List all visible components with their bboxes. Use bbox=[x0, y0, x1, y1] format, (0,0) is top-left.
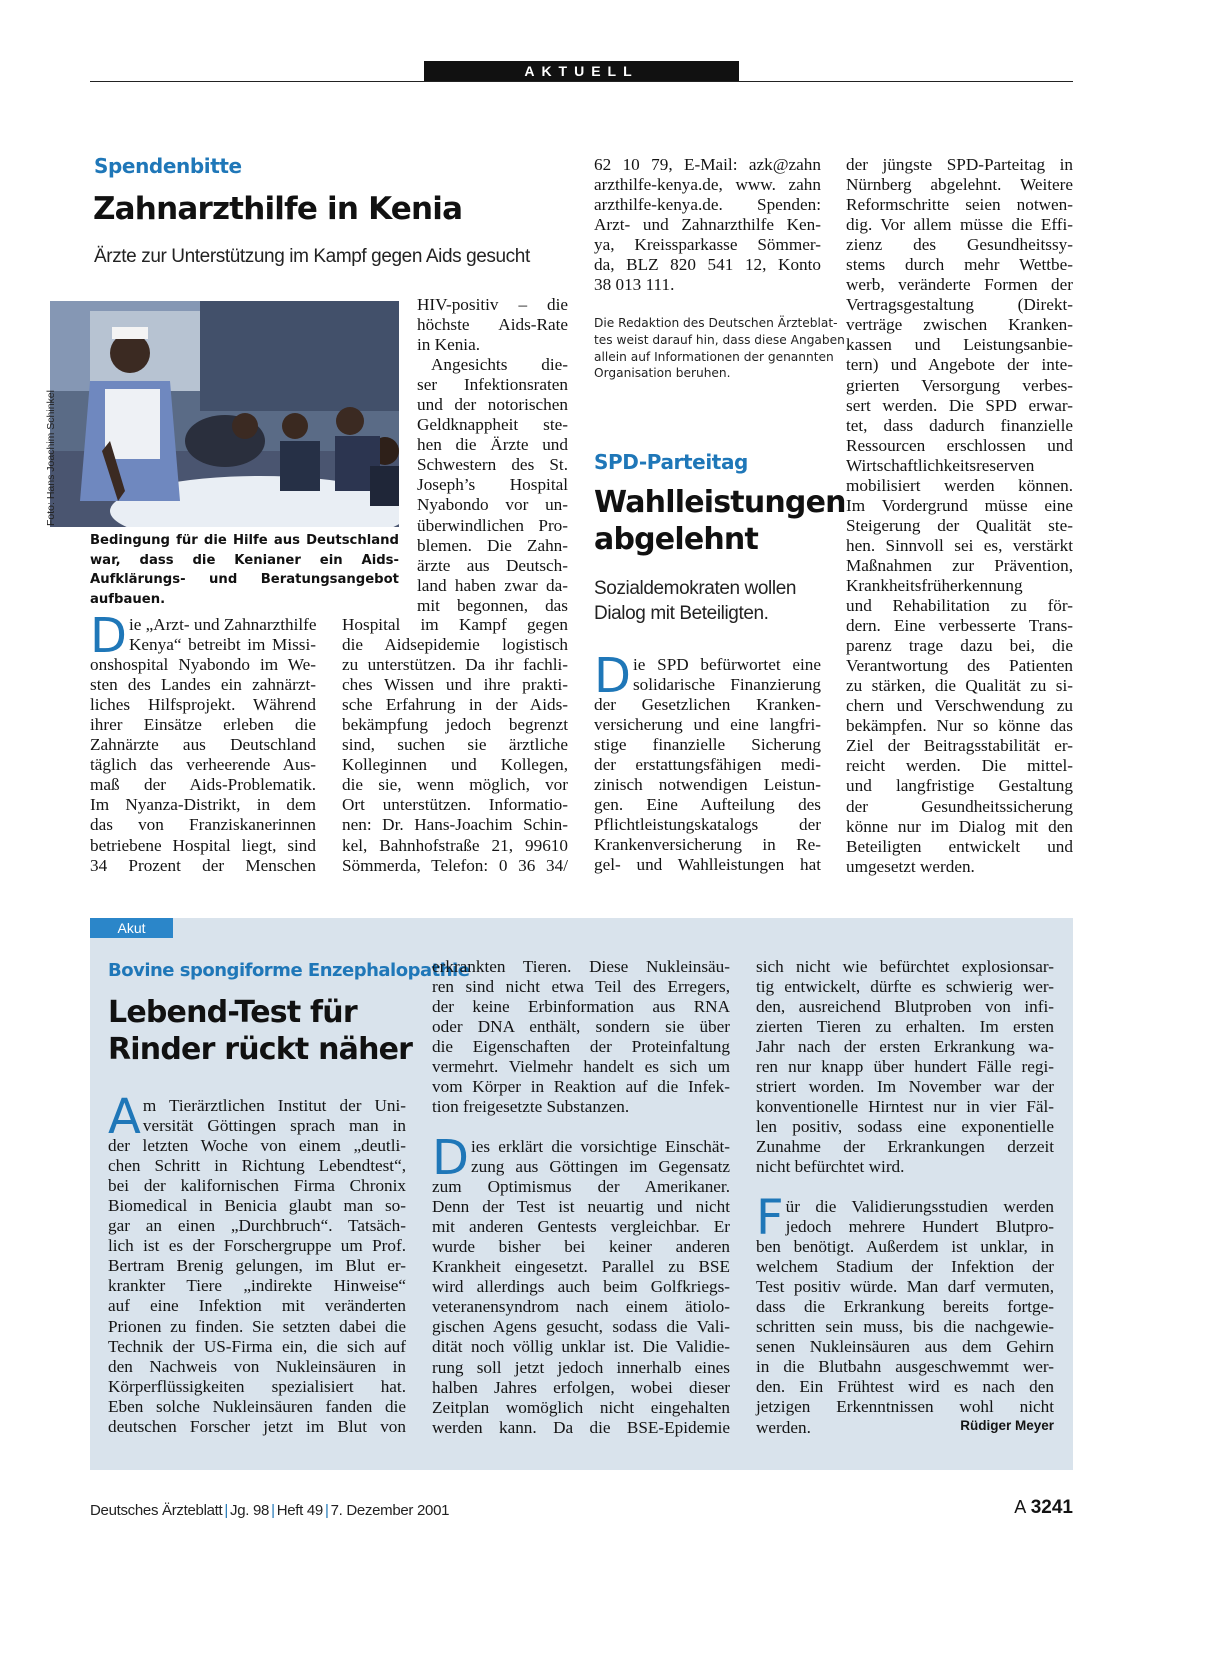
text-line: wurde bisher bei keiner anderen bbox=[432, 1237, 730, 1257]
text-line: Nürnberg abgelehnt. Weitere bbox=[846, 175, 1073, 195]
text-line: lich ist es der Forschergruppe um Prof. bbox=[108, 1236, 406, 1256]
text-line: dern. Eine verbesserte Trans- bbox=[846, 616, 1073, 636]
text-line: Ort unterstützen. Informatio- bbox=[342, 795, 568, 815]
text-line: dität noch völlig unklar ist. Die Validie- bbox=[432, 1337, 730, 1357]
text-line: Jahr nach der ersten Erkrankung wa- bbox=[756, 1037, 1054, 1057]
title-line: Wahlleistungen bbox=[594, 485, 846, 520]
text-line: maß der Aids-Problematik. bbox=[90, 775, 316, 795]
text-line: Denn der Test ist neuartig und nicht bbox=[432, 1197, 730, 1217]
text-line: Prionen zu finden. Sie setzten dabei die bbox=[108, 1316, 406, 1336]
text-line: kassen und Leistungsanbie- bbox=[846, 335, 1073, 355]
text-line: sind, suchen sie ärztliche bbox=[342, 735, 568, 755]
text-line: Reformschritte seien notwen- bbox=[846, 195, 1073, 215]
text-line: zu unterstützen. Da ihr fachli- bbox=[342, 655, 568, 675]
text-line: werden. bbox=[756, 1417, 811, 1437]
text-line: hen. Sinnvoll sei es, verstärkt bbox=[846, 535, 1073, 555]
drop-cap: D bbox=[90, 608, 127, 664]
drop-cap: A bbox=[108, 1089, 141, 1145]
text-line: verträge zwischen Kranken- bbox=[846, 315, 1073, 335]
text-line: ben benötigt. Außerdem ist unklar, in bbox=[756, 1237, 1054, 1257]
text-line: die Eigenschaften der Proteinfaltung bbox=[432, 1037, 730, 1057]
text-line: Zahnärzte aus Deutschland bbox=[90, 735, 316, 755]
text-line: mit anderen Gentests vergleichbar. Er bbox=[432, 1217, 730, 1237]
text-line: grierten Versorgung verbes- bbox=[846, 375, 1073, 395]
text-line: Krankheitsfrüherkennung bbox=[846, 575, 1023, 595]
text-line: ihrer Einsätze erleben die bbox=[90, 715, 316, 735]
text-line: parenz trage dazu bei, die bbox=[846, 636, 1073, 656]
text-line: konventionelle Hirntest nur in vier Fäl- bbox=[756, 1097, 1054, 1117]
box-col3-bottom bbox=[756, 1190, 1054, 1438]
text-line: ches Wissen und ihre prakti- bbox=[342, 675, 568, 695]
page-number bbox=[990, 1497, 1073, 1519]
text-line: Joseph’s Hospital bbox=[417, 475, 568, 495]
note-line: Organisation beruhen. bbox=[594, 366, 731, 381]
text-line: bekämpfen. Nur so könne das bbox=[846, 716, 1073, 736]
text-line: veteranensyndrom nach einem ätiolo- bbox=[432, 1297, 730, 1317]
text-line: zierten Tieren zu erhalten. Im ersten bbox=[756, 1017, 1054, 1037]
text-line: liches Hilfsprojekt. Während bbox=[90, 695, 316, 715]
text-line: Geldknappheit ste- bbox=[417, 415, 568, 435]
text-line: krankter Tiere „indirekte Hinweise“ bbox=[108, 1276, 406, 1296]
text-line: kel, Bahnhofstraße 21, 99610 bbox=[342, 835, 568, 855]
text-line: blemen. Die Zahn- bbox=[417, 535, 568, 555]
text-line: bekämpfung jedoch begrenzt bbox=[342, 715, 568, 735]
article2-subtitle bbox=[594, 576, 796, 626]
article1-col2-bottom bbox=[342, 615, 568, 876]
text-line: zu stärken, die Qualität zu si- bbox=[846, 676, 1073, 696]
akut-tag-label: Akut bbox=[117, 920, 146, 936]
title-line: Lebend-Test für bbox=[108, 995, 357, 1030]
text-line: der jüngste SPD-Parteitag in bbox=[846, 155, 1073, 174]
text-line: oder DNA enthält, sondern sie über bbox=[432, 1017, 730, 1037]
text-line: dig. Vor allem müsse die Effi- bbox=[846, 215, 1073, 235]
text-line: der Gesetzlichen Kranken- bbox=[594, 695, 821, 715]
text-line: und der notorischen bbox=[417, 395, 568, 415]
box-kicker: Bovine spongiforme Enzephalopathie bbox=[108, 960, 470, 981]
article1-kicker: Spendenbitte bbox=[94, 154, 242, 178]
text-line: und Rehabilitation zu för- bbox=[846, 596, 1073, 616]
title-line: Rinder rückt näher bbox=[108, 1032, 413, 1067]
text-line: rung soll jetzt jedoch innerhalb eines bbox=[432, 1357, 730, 1377]
text-line: sche Erfahrung in der Aids- bbox=[342, 695, 568, 715]
footer-separator: | bbox=[271, 1502, 275, 1519]
editorial-note bbox=[594, 315, 845, 382]
text-line: Körperflüssigkeiten spezialisiert hat. bbox=[108, 1376, 406, 1396]
text-line: ren nur knapp über hundert Fälle regi- bbox=[756, 1057, 1054, 1077]
text-line: da, BLZ 820 541 12, Konto bbox=[594, 255, 821, 275]
box-title bbox=[108, 994, 412, 1068]
text-line: welchem Stadium der Infektion der bbox=[756, 1257, 1054, 1277]
photo-credit: Foto: Hans Joachim Schinkel bbox=[45, 390, 57, 526]
section-label: AKTUELL bbox=[524, 63, 639, 79]
text-line: der erstattungsfähigen medi- bbox=[594, 755, 821, 775]
text-line: zienz des Gesundheitssy- bbox=[846, 235, 1073, 255]
text-line: der letzten Woche von einem „deutli- bbox=[108, 1136, 406, 1156]
text-line: wird allerdings auch beim Golfkriegs- bbox=[432, 1277, 730, 1297]
text-line: mit begonnen, das bbox=[417, 595, 568, 615]
header-rule bbox=[90, 81, 1073, 82]
text-line: in die Blutbahn ausgeschwemmt wer- bbox=[756, 1357, 1054, 1377]
footer-issue: Heft 49 bbox=[276, 1502, 323, 1519]
text-line: 62 10 79, E-Mail: azk@zahn bbox=[594, 155, 821, 174]
text-line: in Kenia. bbox=[417, 335, 481, 355]
article2-title bbox=[594, 484, 846, 558]
text-line: Im Vordergrund müsse eine bbox=[846, 495, 1073, 515]
text-line: den Nachweis von Nukleinsäuren in bbox=[108, 1356, 406, 1376]
page-number-value: 3241 bbox=[1030, 1497, 1073, 1518]
text-line: m Tierärztlichen Institut der Uni- bbox=[142, 1096, 406, 1115]
subtitle-line: Sozialdemokraten wollen bbox=[594, 578, 797, 599]
text-line: ser Infektionsraten bbox=[417, 375, 568, 395]
text-line: ie „Arzt- und Zahnarzthilfe bbox=[128, 615, 317, 634]
text-line: der keine Erbinformation aus RNA bbox=[432, 997, 730, 1017]
text-line: 38 013 111. bbox=[594, 275, 675, 295]
text-line: halben Jahres erfolgen, wobei dieser bbox=[432, 1377, 730, 1397]
text-line: überwindlichen Pro- bbox=[417, 515, 568, 535]
text-line: Krankheit eingesetzt. Parallel zu BSE bbox=[432, 1257, 730, 1277]
text-line: mobilisiert werden können. bbox=[846, 475, 1073, 495]
drop-cap: F bbox=[756, 1190, 784, 1246]
note-line: Die Redaktion des Deutschen Ärzteblat- bbox=[594, 316, 838, 330]
title-line: abgelehnt bbox=[594, 522, 759, 557]
text-line: den, ausreichend Blutproben von infi- bbox=[756, 997, 1054, 1017]
text-line: Krankenversicherung in Re- bbox=[594, 835, 821, 855]
text-line: die sie, wenn möglich, vor bbox=[342, 775, 568, 795]
text-line: Hospital im Kampf gegen bbox=[342, 615, 568, 634]
text-line: sten des Landes ein zahnärzt- bbox=[90, 675, 316, 695]
text-line: werden kann. Da die BSE-Epidemie bbox=[432, 1417, 730, 1437]
text-line: Schwestern des St. bbox=[417, 455, 568, 475]
text-line: tig entwickelt, dürfte es schwierig wer- bbox=[756, 977, 1054, 997]
text-line: gischen Agens gesucht, sodass die Vali- bbox=[432, 1317, 730, 1337]
text-line: Zunahme der Erkrankungen derzeit bbox=[756, 1137, 1054, 1157]
text-line: könne nur im Dialog mit den bbox=[846, 816, 1073, 836]
footer-separator: | bbox=[324, 1502, 329, 1519]
text-line: ie SPD befürwortet eine bbox=[632, 655, 821, 674]
text-line: versicherung und eine langfri- bbox=[594, 715, 821, 735]
text-line: Vertragsgestaltung (Direkt- bbox=[846, 295, 1073, 315]
text-line: werb, veränderte Formen der bbox=[846, 275, 1073, 295]
text-line: gel- und Wahlleistungen hat bbox=[594, 855, 821, 875]
text-line: Verantwortung des Patienten bbox=[846, 656, 1073, 676]
text-line: höchste Aids-Rate bbox=[417, 315, 568, 335]
text-line: die Aidsepidemie logistisch bbox=[342, 635, 568, 655]
article2-col3 bbox=[594, 648, 821, 876]
drop-cap: D bbox=[432, 1130, 469, 1186]
text-line: erkrankten Tieren. Diese Nukleinsäu- bbox=[432, 957, 730, 976]
text-line: vermehrt. Vielmehr handelt es sich um bbox=[432, 1057, 730, 1077]
text-line: Arzt- und Zahnarzthilfe Ken- bbox=[594, 215, 821, 235]
text-line: arzthilfe-kenya.de. Spenden: bbox=[594, 195, 821, 215]
text-line: ya, Kreissparkasse Sömmer- bbox=[594, 235, 821, 255]
footer-volume: Jg. 98 bbox=[230, 1502, 270, 1519]
box-col2-bottom bbox=[432, 1130, 730, 1438]
text-line: reicht werden. Die mittel- bbox=[846, 756, 1073, 776]
footer-date: 7. Dezember 2001 bbox=[330, 1502, 450, 1519]
text-line: schritten sein muss, bis die nachgewie- bbox=[756, 1317, 1054, 1337]
footer-separator: | bbox=[224, 1502, 229, 1519]
note-line: allein auf Informationen der genannten bbox=[594, 349, 834, 364]
journal-name: Deutsches Ärzteblatt bbox=[90, 1502, 223, 1519]
subtitle-line: Dialog mit Beteiligten. bbox=[594, 603, 769, 624]
text-line: jetzigen Erkenntnissen wohl nicht bbox=[756, 1397, 1054, 1417]
text-line: chern und Verschwendung zu bbox=[846, 696, 1073, 716]
text-line: onshospital Nyabondo im We- bbox=[90, 655, 316, 675]
footer-left bbox=[90, 1502, 449, 1519]
text-line: sert werden. Die SPD erwar- bbox=[846, 395, 1073, 415]
text-line: Wirtschaftlichkeitsreserven bbox=[846, 455, 1035, 475]
text-line: tion freigesetzte Substanzen. bbox=[432, 1097, 630, 1117]
text-line: gen. Eine Aufteilung des bbox=[594, 795, 821, 815]
article2-kicker: SPD-Parteitag bbox=[594, 450, 748, 474]
text-line: Ziel der Beitragsstabilität er- bbox=[846, 736, 1073, 756]
article1-photo bbox=[50, 301, 399, 527]
text-line: stems durch mehr Wettbe- bbox=[846, 255, 1073, 275]
text-line: Test positiv würde. Man darf vermuten, bbox=[756, 1277, 1054, 1297]
text-line: zum Optimismus der Amerikaner. bbox=[432, 1177, 730, 1197]
article1-col3 bbox=[594, 155, 821, 295]
text-line: bei der kalifornischen Firma Chronix bbox=[108, 1176, 406, 1196]
text-line: Sömmerda, Telefon: 0 36 34/ bbox=[342, 855, 568, 875]
text-line: Pflichtleistungskatalogs der bbox=[594, 815, 821, 835]
text-line: Maßnahmen zur Prävention, bbox=[846, 555, 1073, 575]
text-line: sich nicht wie befürchtet explosionsar- bbox=[756, 957, 1054, 976]
text-line: vom Körper in Reaktion auf die Infek- bbox=[432, 1077, 730, 1097]
article1-title: Zahnarzthilfe in Kenia bbox=[93, 191, 463, 227]
text-line: senen Nukleinsäuren aus dem Gehirn bbox=[756, 1337, 1054, 1357]
text-line: HIV-positiv – die bbox=[417, 295, 568, 314]
text-line: ärzte aus Deutsch- bbox=[417, 555, 568, 575]
text-line: tet, dass dadurch finanzielle bbox=[846, 415, 1073, 435]
akut-tag bbox=[90, 918, 173, 938]
text-line: täglich das verheerende Aus- bbox=[90, 755, 316, 775]
note-line: tes weist darauf hin, dass diese Angaben bbox=[594, 332, 845, 347]
article-photo bbox=[50, 301, 399, 527]
text-line: Biomedical in Benicia glaubt man so- bbox=[108, 1196, 406, 1216]
text-line: Zeitplan womöglich nicht eingehalten bbox=[432, 1397, 730, 1417]
photo-caption bbox=[90, 531, 399, 610]
article1-subtitle: Ärzte zur Unterstützung im Kampf gegen Aids gesucht bbox=[94, 246, 530, 267]
text-line: ren sind nicht etwa Teil des Erregers, bbox=[432, 977, 730, 997]
text-line: umgesetzt werden. bbox=[846, 856, 975, 876]
text-line: dass die Erkrankung bereits fortge- bbox=[756, 1297, 1054, 1317]
box-col1 bbox=[108, 1089, 406, 1437]
text-line: zung aus Göttingen im Gegensatz bbox=[470, 1157, 730, 1177]
text-line: versität Göttingen sprach man in bbox=[142, 1116, 406, 1136]
article2-col4 bbox=[846, 155, 1073, 877]
text-line: Steigerung der Qualität ste- bbox=[846, 515, 1073, 535]
text-line: hen die Ärzte und bbox=[417, 435, 568, 455]
article1-col1 bbox=[90, 608, 317, 876]
page-prefix: A bbox=[1014, 1497, 1027, 1517]
text-line: solidarische Finanzierung bbox=[632, 675, 821, 695]
text-line: nicht befürchtet wird. bbox=[756, 1157, 905, 1177]
text-line: gar an einen „Durchbruch“. Tatsäch- bbox=[108, 1216, 406, 1236]
text-line: auf eine Infektion mit veränderten bbox=[108, 1296, 406, 1316]
photo-caption-text: Bedingung für die Hilfe aus Deutschland war, dass die Kenianer ein Aids-Aufklärungs- und Beratungsangebot aufbauen. bbox=[90, 533, 399, 608]
text-line: das von Franziskanerinnen bbox=[90, 815, 316, 835]
text-line: deutschen Forscher jetzt im Blut von bbox=[108, 1416, 406, 1436]
text-line: der Gesundheitssicherung bbox=[846, 796, 1073, 816]
text-line: 34 Prozent der Menschen bbox=[90, 855, 316, 875]
text-line: Kenya“ betreibt im Missi- bbox=[128, 635, 316, 655]
text-line: nen: Dr. Hans-Joachim Schin- bbox=[342, 815, 568, 835]
text-line: den. Ein Frühtest wird es nach den bbox=[756, 1377, 1054, 1397]
text-line: Ressourcen erschlossen und bbox=[846, 435, 1073, 455]
text-line: Technik der US-Firma ein, die sich auf bbox=[108, 1336, 406, 1356]
text-line: Eben solche Nukleinsäuren fanden die bbox=[108, 1396, 406, 1416]
text-line: Kolleginnen und Kollegen, bbox=[342, 755, 568, 775]
text-line: land haben zwar da- bbox=[417, 575, 568, 595]
box-col2-top bbox=[432, 957, 730, 1117]
article1-col2-top bbox=[417, 295, 568, 616]
author-signature: Rüdiger Meyer bbox=[960, 1418, 1054, 1433]
text-line: jedoch mehrere Hundert Blutpro- bbox=[785, 1217, 1054, 1237]
text-line: stige finanzielle Sicherung bbox=[594, 735, 821, 755]
text-line: len positiv, sodass eine exponentielle bbox=[756, 1117, 1054, 1137]
text-line: tern) und Angebote der inte- bbox=[846, 355, 1073, 375]
section-banner bbox=[424, 61, 739, 81]
text-line: Beteiligten entwickelt und bbox=[846, 836, 1073, 856]
text-line: Angesichts die- bbox=[431, 355, 568, 375]
text-line: zinisch notwendigen Leistun- bbox=[594, 775, 821, 795]
box-col3-top bbox=[756, 957, 1054, 1178]
text-line: arzthilfe-kenya.de, www. zahn bbox=[594, 175, 821, 195]
text-line: und langfristige Gestaltung bbox=[846, 776, 1073, 796]
text-line: betriebene Hospital liegt, sind bbox=[90, 835, 316, 855]
text-line: chen Schritt in Richtung Lebendtest“, bbox=[108, 1156, 406, 1176]
drop-cap: D bbox=[594, 648, 631, 704]
text-line: ies erklärt die vorsichtige Einschät- bbox=[470, 1137, 730, 1156]
text-line: Bertram Brenig gelungen, im Blut er- bbox=[108, 1256, 406, 1276]
text-line: striert worden. Im November war der bbox=[756, 1077, 1054, 1097]
text-line: ür die Validierungsstudien werden bbox=[785, 1197, 1054, 1216]
text-line: Nyabondo vor un- bbox=[417, 495, 568, 515]
text-line: Im Nyanza-Distrikt, in dem bbox=[90, 795, 316, 815]
